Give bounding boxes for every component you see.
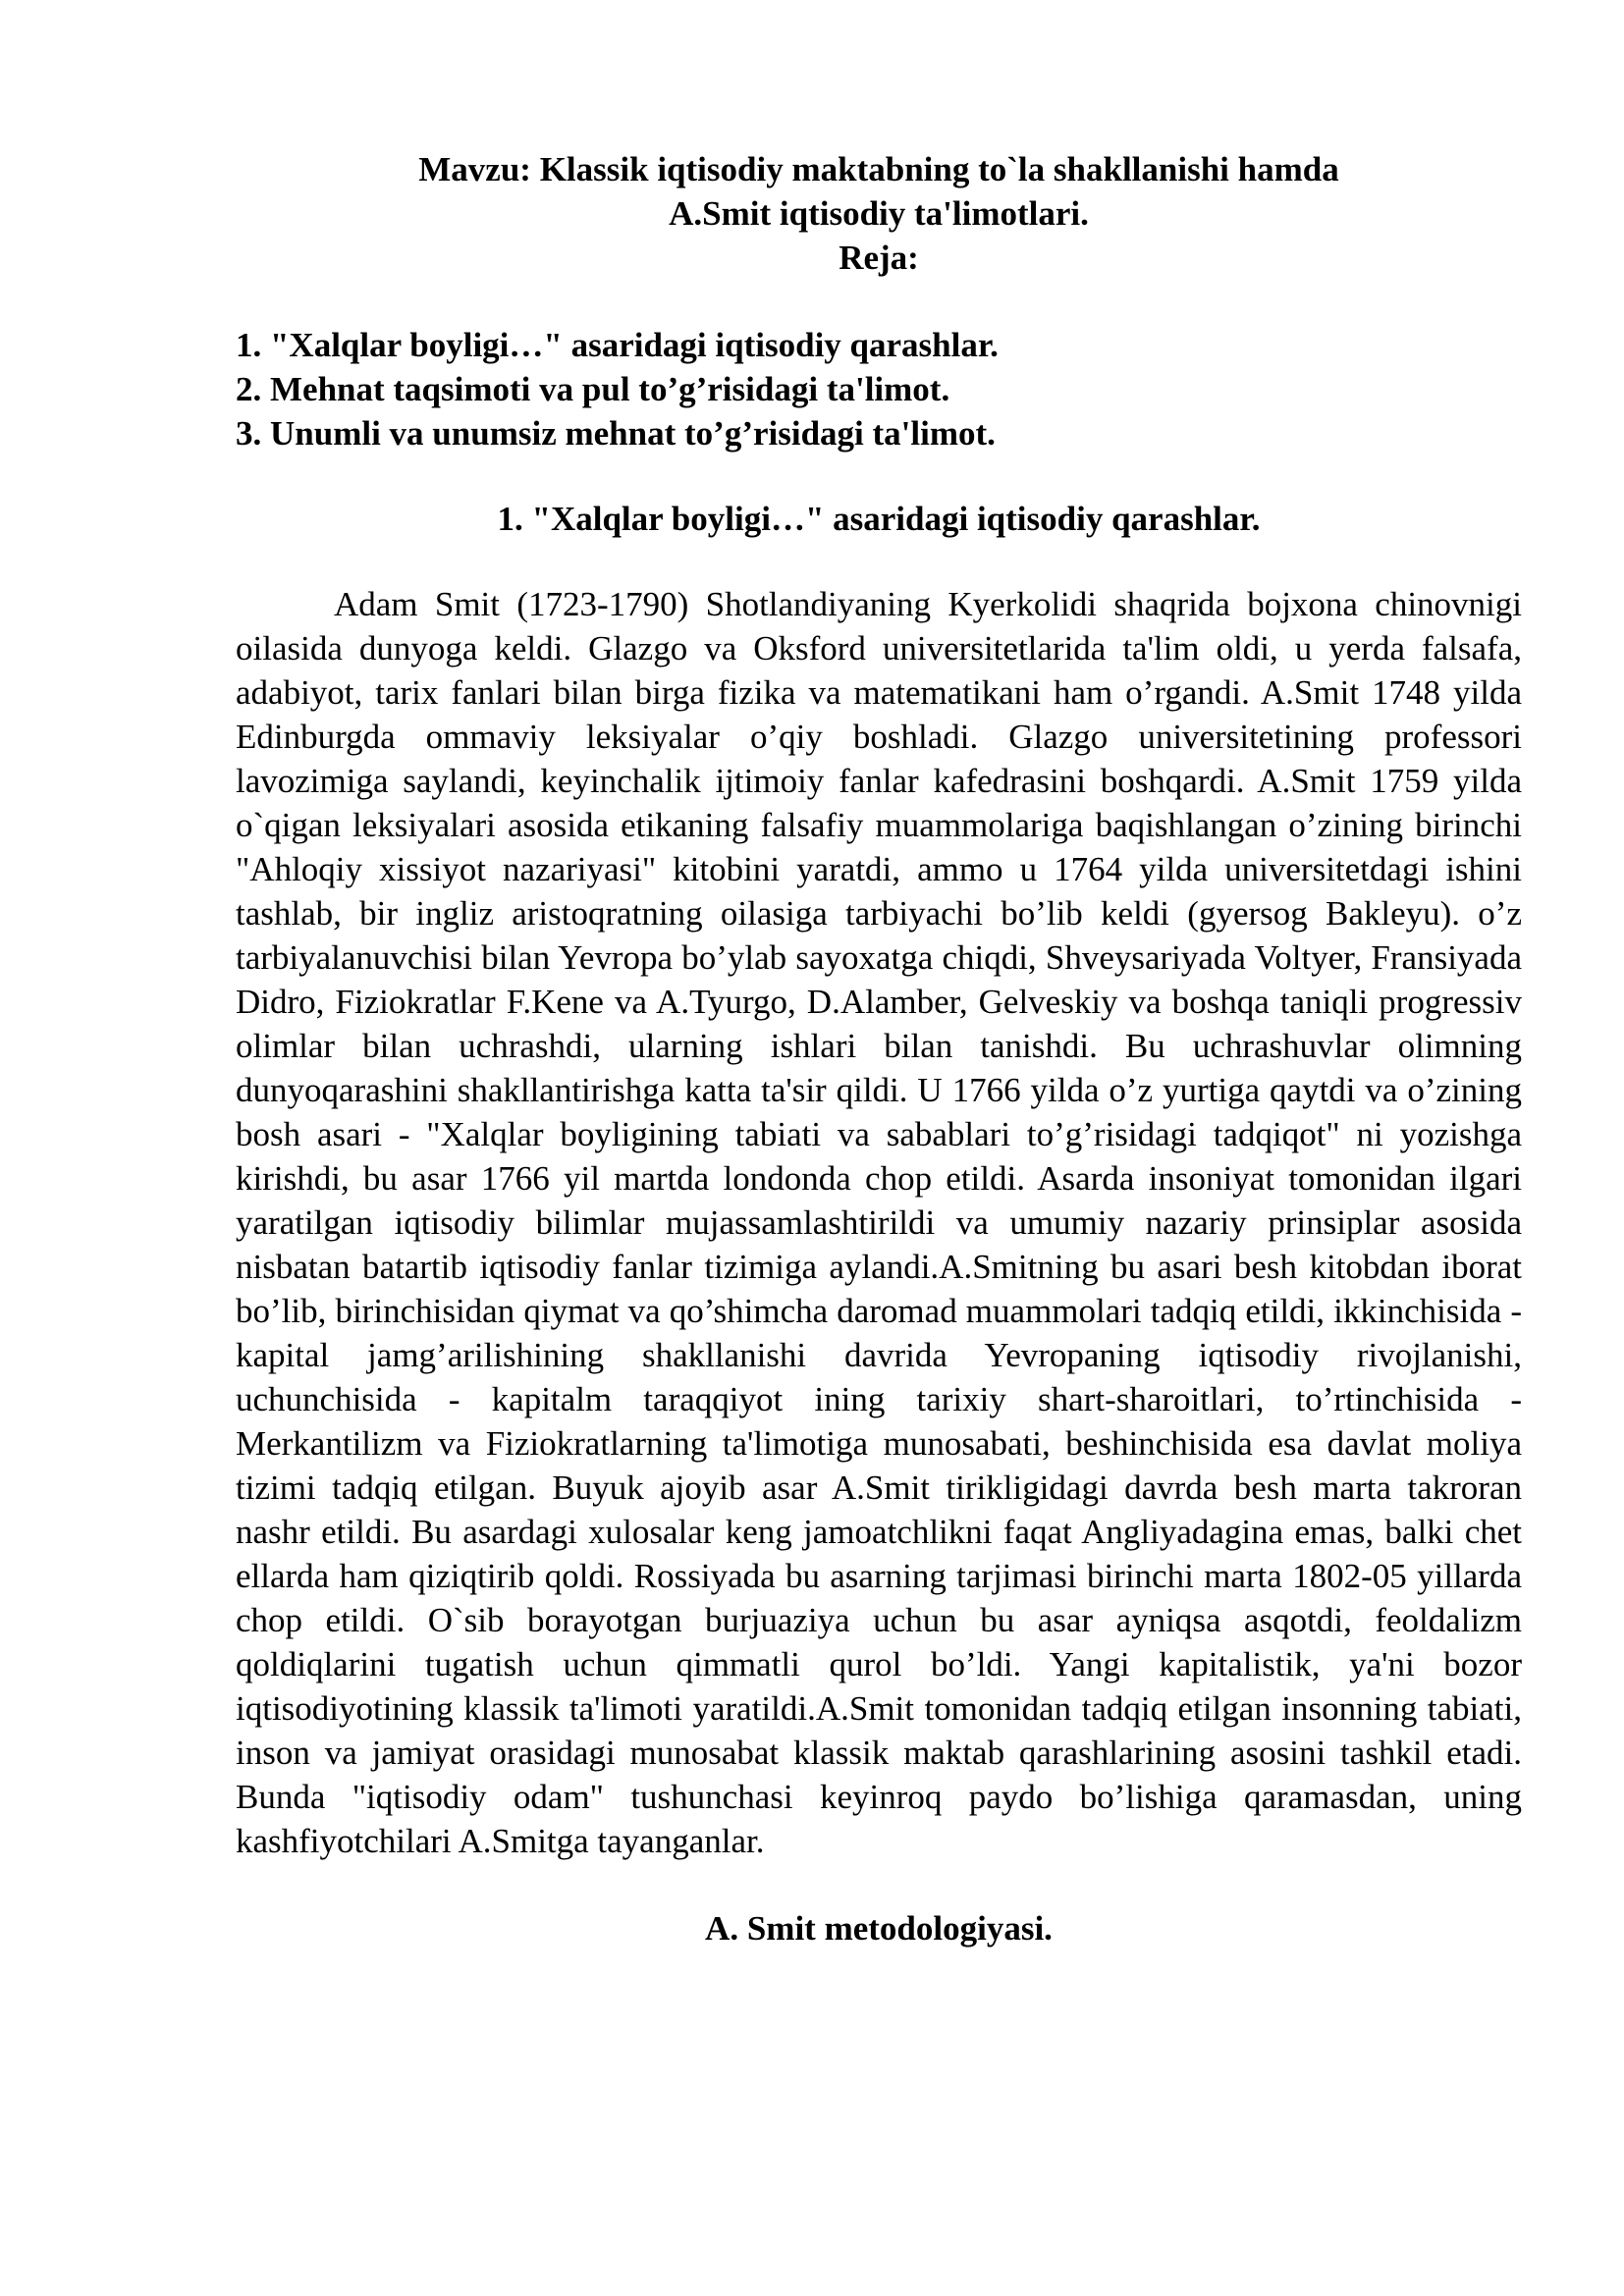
- plan-item-1: 1. "Xalqlar boyligi…" asaridagi iqtisodiy qarashlar.: [236, 326, 999, 364]
- plan-item-2: 2. Mehnat taqsimoti va pul to’g’risidagi ta'limot.: [236, 370, 950, 408]
- plan-label: Reja:: [839, 239, 919, 277]
- subheading: A. Smit metodologiyasi.: [705, 1909, 1053, 1948]
- body-paragraph: Adam Smit (1723-1790) Shotlandiyaning Kyerkolidi shaqrida bojxona chinovnigi oilasida dunyoga keldi. Glazgo va Oksford universitetlarida ta'lim oldi, u yerda falsafa, adabiyot, tarix fanlari bilan birga fizika va matematikani ham o’rgandi. A.Smit 1748 yilda Edinburgda ommaviy leksiyalar o’qiy boshladi. Glazgo universitetining professori lavozimiga saylandi, keyinchalik ijtimoiy fanlar kafedrasini boshqardi. A.Smit 1759 yilda o`qigan leksiyalari asosida etikaning falsafiy muammolariga baqishlangan o’zining birinchi "Ahloqiy xissiyot nazariyasi" kitobini yaratdi, ammo u 1764 yilda universitetdagi ishini tashlab, bir ingliz aristoqratning oilasiga tarbiyachi bo’lib keldi (gyersog Bakleyu). o’z tarbiyalanuvchisi bilan Yevropa bo’ylab sayoxatga chiqdi, Shveysariyada Voltyer, Fransiyada Didro, Fiziokratlar F.Kene va A.Tyurgo, D.Alamber, Gelveskiy va boshqa taniqli progressiv olimlar bilan uchrashdi, ularning ishlari bilan tanishdi. Bu uchrashuvlar olimning dunyoqarashini shakllantirishga katta ta'sir qildi. U 1766 yilda o’z yurtiga qaytdi va o’zining bosh asari - "Xalqlar boyligining tabiati va sabablari to’g’risidagi tadqiqot" ni yozishga kirishdi, bu asar 1766 yil martda londonda chop etildi. Asarda insoniyat tomonidan ilgari yaratilgan iqtisodiy bilimlar mujassamlashtirildi va umumiy nazariy prinsiplar asosida nisbatan batartib iqtisodiy fanlar tizimiga aylandi.A.Smitning bu asari besh kitobdan iborat bo’lib, birinchisidan qiymat va qo’shimcha daromad muammolari tadqiq etildi, ikkinchisida - kapital jamg’arilishining shakllanishi davrida Yevropaning iqtisodiy rivojlanishi, uchunchisida - kapitalm taraqqiyot ining tarixiy shart-sharoitlari, to’rtinchisida - Merkantilizm va Fiziokratlarning ta'limotiga munosabati, beshinchisida esa davlat moliya tizimi tadqiq etilgan. Buyuk ajoyib asar A.Smit tirikligidagi davrda besh marta takroran nashr etildi. Bu asardagi xulosalar keng jamoatchlikni faqat Angliyadagina emas, balki chet ellarda ham qiziqtirib qoldi. Rossiyada bu asarning tarjimasi birinchi marta 1802-05 yillarda chop etildi. O`sib borayotgan burjuaziya uchun bu asar ayniqsa asqotdi, feoldalizm qoldiqlarini tugatish uchun qimmatli qurol bo’ldi. Yangi kapitalistik, ya'ni bozor iqtisodiyotining klassik ta'limoti yaratildi.A.Smit tomonidan tadqiq etilgan insonning tabiati, inson va jamiyat orasidagi munosabat klassik maktab qarashlarining asosini tashkil etadi. Bunda "iqtisodiy odam" tushunchasi keyinroq paydo bo’lishiga qaramasdan, uning kashfiyotchilari A.Smitga tayanganlar.: [236, 585, 1522, 1860]
- document-content: [236, 147, 1522, 1950]
- plan-list: [236, 323, 1522, 455]
- document-title-line-2: A.Smit iqtisodiy ta'limotlari.: [669, 194, 1089, 233]
- plan-item-3: 3. Unumli va unumsiz mehnat to’g’risidagi ta'limot.: [236, 414, 996, 453]
- document-title-line-1: Mavzu: Klassik iqtisodiy maktabning to`la shakllanishi hamda: [418, 150, 1339, 188]
- section-heading: 1. "Xalqlar boyligi…" asaridagi iqtisodiy qarashlar.: [497, 500, 1261, 538]
